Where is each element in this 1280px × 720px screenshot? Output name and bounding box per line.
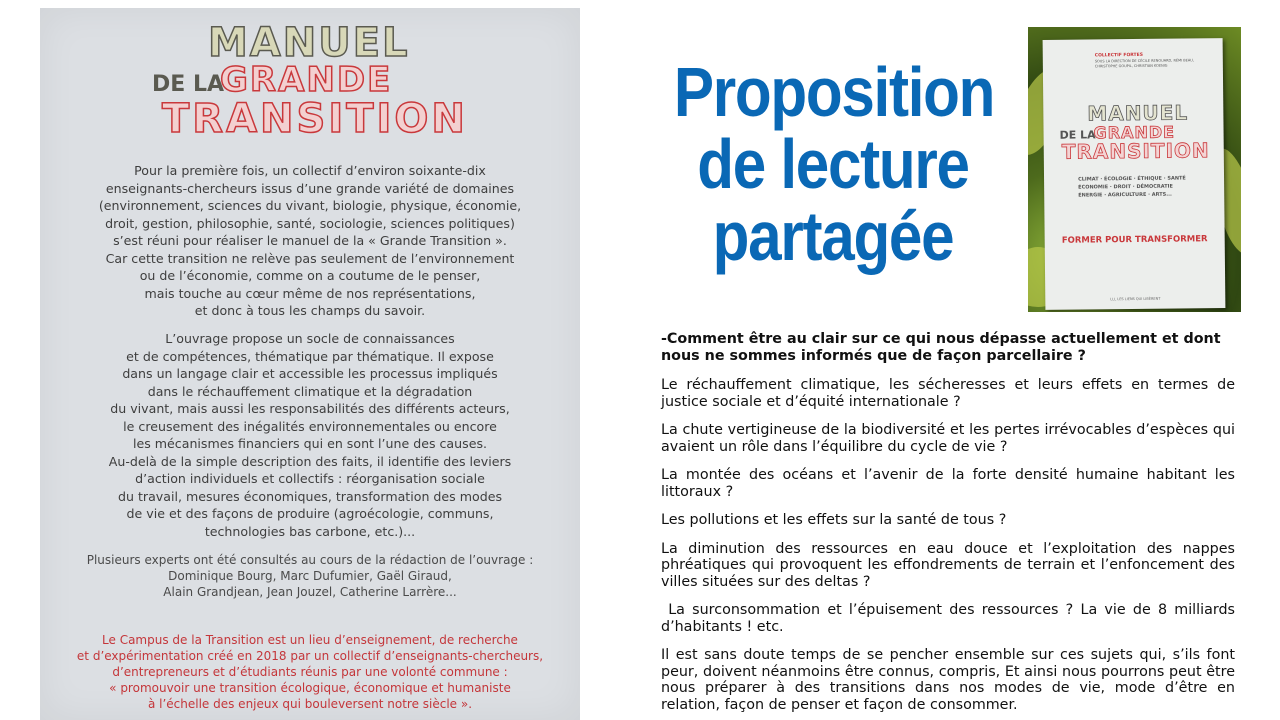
book-title-manuel: MANUEL [1087, 100, 1189, 126]
book-themes: CLIMAT · ÉCOLOGIE · ÉTHIQUE · SANTÉ ÉCONOMIE · DROIT · DÉMOCRATIE ÉNERGIE · AGRICULTURE · ARTS... [1078, 175, 1186, 199]
back-cover-campus: Le Campus de la Transition est un lieu d’enseignement, de recherche et d’expérimentation créé en 2018 par un collectif d’enseignants-chercheurs, d’entrepreneurs et d’étudiants réunis par une volonté commune : « promouvoir une transition écologique, économique et humaniste à l’échelle des enjeux qui bouleversent notre siècle ». [76, 633, 544, 711]
book-tagline: FORMER POUR TRANSFORMER [1061, 234, 1208, 246]
back-cover-title-grande: GRANDE [220, 60, 393, 100]
topic-item: La montée des océans et l’avenir de la forte densité humaine habitant les littoraux ? [661, 467, 1235, 500]
book-editors: SOUS LA DIRECTION DE CÉCILE RENOUARD, RÉMI BEAU, CHRISTOPHE GOUPIL, CHRISTIAN KOENIG [1094, 58, 1194, 68]
topic-item: La diminution des ressources en eau douce et l’exploitation des nappes phréatiques qui provoquent les effondrements de terrain et l’enfoncement des villes situées sur des deltas ? [661, 540, 1235, 590]
topic-item: Le réchauffement climatique, les sécheresses et leurs effets en termes de justice sociale et d’équité internationale ? [661, 377, 1235, 410]
conclusion: Il est sans doute temps de se pencher ensemble sur ces sujets qui, s’ils font peur, doivent néanmoins être connus, compris, Et ainsi nous pourrons peut être nous préparer à des transitions dans nos modes de vie, mode d’être en relation, façon de penser et façon de consommer. [661, 647, 1235, 713]
back-cover-title-dela: DE LA [152, 72, 224, 97]
book-front-cover [1043, 38, 1226, 310]
back-cover-experts: Plusieurs experts ont été consultés au cours de la rédaction de l’ouvrage : Dominique Bourg, Marc Dufumier, Gaël Giraud, Alain Grandjean, Jean Jouzel, Catherine Larrère... [86, 553, 534, 599]
book-title-grande: GRANDE [1093, 122, 1176, 143]
back-cover-title-transition: TRANSITION [162, 96, 468, 142]
book-title-dela: DE LA [1059, 128, 1096, 142]
body-text [661, 331, 1240, 713]
back-cover-photo [40, 8, 580, 720]
book-collectif: COLLECTIF FORTES [1094, 52, 1143, 59]
topic-item: La surconsommation et l’épuisement des ressources ? La vie de 8 milliards d’habitants ! etc. [661, 602, 1240, 635]
lead-question: -Comment être au clair sur ce qui nous dépasse actuellement et dont nous ne sommes informés que de façon parcellaire ? [661, 331, 1221, 364]
back-cover-paragraph-2: L’ouvrage propose un socle de connaissances et de compétences, thématique par thématique. Il expose dans un langage clair et accessible les processus impliqués dans le réchauffement climatique et la dégradation du vivant, mais aussi les responsabilités des différents acteurs, le creusement des inégalités environnementales ou encore les mécanismes financiers qui en sont l’une des causes. Au-delà de la simple description des faits, il identifie des leviers d’action individuels et collectifs : réorganisation sociale du travail, mesures économiques, transformation des modes de vie et des façons de produire (agroécologie, communs, technologies bas carbone, etc.)... [108, 331, 512, 539]
book-photo [1028, 27, 1241, 312]
back-cover-title-manuel: MANUEL [208, 20, 410, 66]
book-title-transition: TRANSITION [1061, 138, 1210, 164]
topic-item: Les pollutions et les effets sur la santé de tous ? [661, 512, 1007, 528]
page-title: Proposition de lecture partagée [673, 53, 995, 275]
back-cover-paragraph-1: Pour la première fois, un collectif d’environ soixante-dix enseignants-chercheurs issus d’une grande variété de domaines (environnement, sciences du vivant, biologie, physique, économie, droit, gestion, philosophie, santé, sociologie, sciences politiques) s’est réuni pour réaliser le manuel de la « Grande Transition ». Car cette transition ne relève pas seulement de l’environnement ou de l’économie, comme on a coutume de le penser, mais touche au cœur même de nos représentations, et donc à tous les champs du savoir. [98, 163, 522, 318]
book-publisher: LLL LES LIENS QUI LIBÈRENT [1110, 296, 1161, 302]
back-cover-title [40, 18, 580, 140]
topic-item: La chute vertigineuse de la biodiversité et les pertes irrévocables d’espèces qui avaient un rôle dans l’équilibre du cycle de vie ? [661, 422, 1235, 455]
